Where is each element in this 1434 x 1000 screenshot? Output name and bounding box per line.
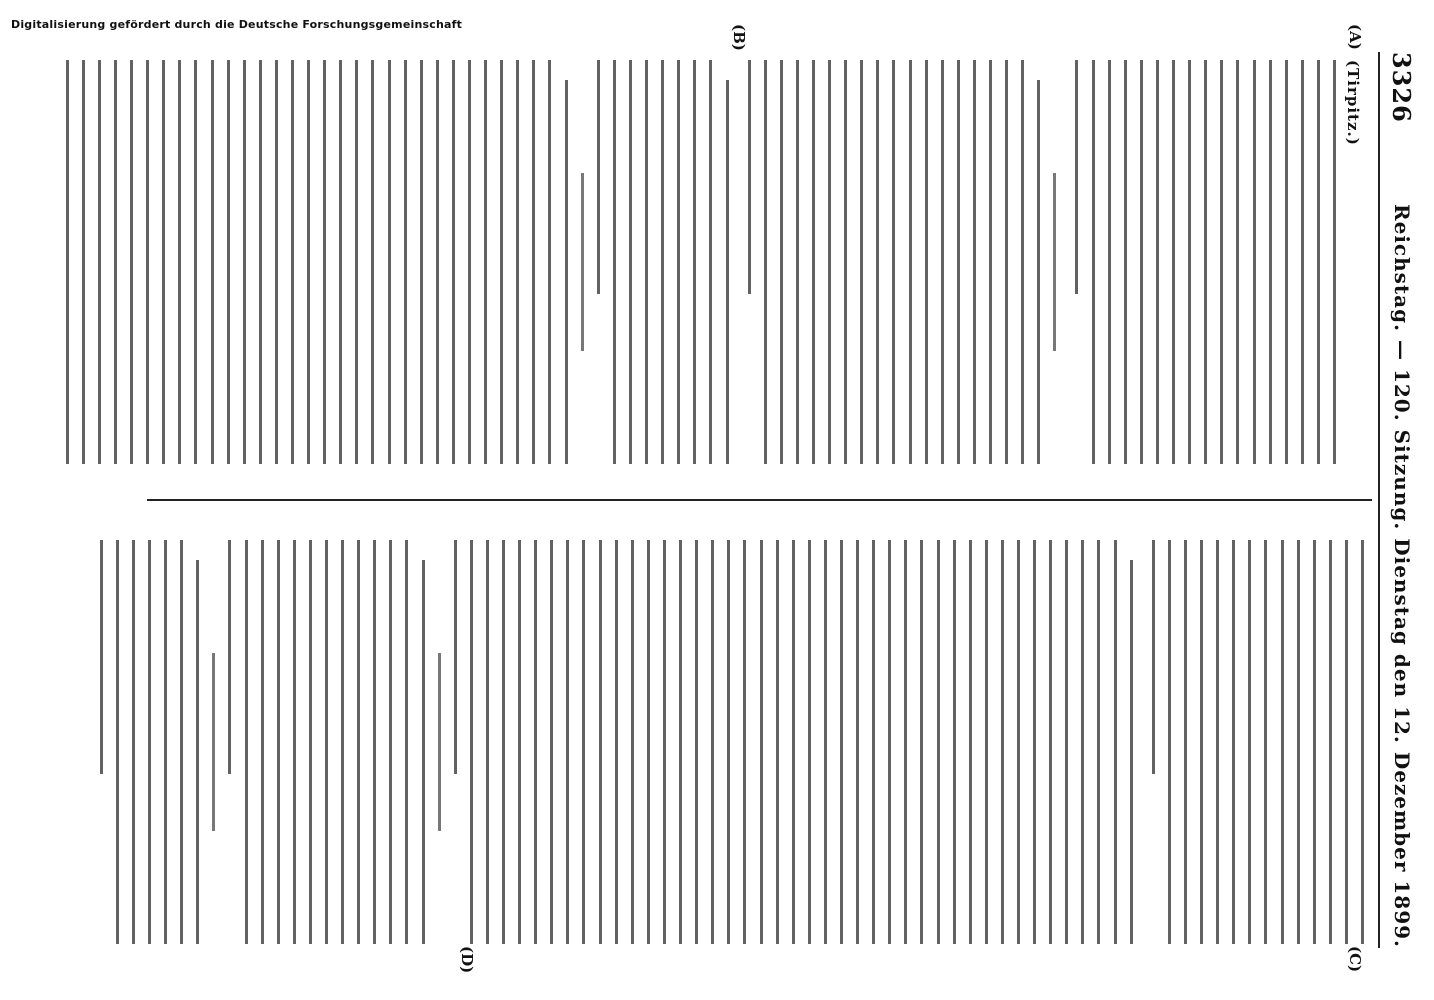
text-line [1108,60,1111,464]
text-line [1114,540,1117,944]
text-line [872,540,875,944]
text-line [1204,60,1207,464]
page-header [1378,52,1420,948]
text-line [904,540,907,944]
text-line [484,60,487,464]
text-line [925,60,928,464]
text-line [1345,540,1348,944]
text-line [920,540,923,944]
text-line [957,60,960,464]
text-line [776,540,779,944]
text-line [1297,540,1300,944]
text-line [661,60,664,464]
text-line [422,560,425,944]
text-line [178,60,181,464]
text-line [339,60,342,464]
text-line [486,540,489,944]
text-line [454,540,457,774]
text-line [1140,60,1143,464]
text-line [1033,540,1036,944]
text-line [597,60,600,294]
interjection-line [1053,173,1056,351]
text-line [146,60,149,464]
text-line [1184,540,1187,944]
text-line [856,540,859,944]
text-line [1005,60,1008,464]
text-line [341,540,344,944]
text-line [629,60,632,464]
text-line [953,540,956,944]
text-line [194,60,197,464]
margin-marker-b: (B) [730,24,748,51]
text-line [1021,60,1024,464]
text-line [1049,540,1052,944]
text-line [245,540,248,944]
text-line [1313,540,1316,944]
text-line [748,60,751,294]
text-line [468,60,471,464]
text-line [840,540,843,944]
text-line [828,60,831,464]
text-line [1253,60,1256,464]
text-line [114,60,117,464]
text-line [325,540,328,944]
text-line [566,540,569,944]
text-line [500,60,503,464]
text-line [116,540,119,944]
text-line [275,60,278,464]
text-column-left [53,60,1364,464]
text-line [1220,60,1223,464]
text-line [293,540,296,944]
text-line [647,540,650,944]
text-line [518,540,521,944]
text-line [98,60,101,464]
interjection-line [212,653,215,831]
funding-note: Digitalisierung gefördert durch die Deutsche Forschungsgemeinschaft [11,18,463,31]
text-line [764,60,767,464]
text-line [549,60,552,464]
page-number: 3326 [1387,52,1416,123]
text-line [892,60,895,464]
text-line [211,60,214,464]
text-line [243,60,246,464]
text-line [937,540,940,944]
text-line [227,60,230,464]
text-line [743,540,746,944]
running-head: Reichstag. — 120. Sitzung. Dienstag den 12. Dezember 1899. [1390,203,1414,948]
text-line [452,60,455,464]
text-line [532,60,535,464]
text-line [693,60,696,464]
text-line [82,60,85,464]
text-line [1188,60,1191,464]
text-line [613,60,616,464]
text-line [261,540,264,944]
text-line [599,540,602,944]
text-line [309,540,312,944]
text-line [259,60,262,464]
text-line [470,540,473,944]
text-line [876,60,879,464]
text-line [371,60,374,464]
text-line [985,540,988,944]
margin-marker-d: (D) [458,946,476,974]
text-line [277,540,280,944]
text-line [824,540,827,944]
text-line [615,540,618,944]
text-line [1037,80,1040,464]
text-line [1329,540,1332,944]
text-line [727,540,730,944]
text-line [909,60,912,464]
text-line [583,540,586,944]
text-line [1248,540,1251,944]
text-line [989,60,992,464]
text-line [631,540,634,944]
text-line [1152,540,1155,774]
text-line [66,60,69,464]
text-line [663,540,666,944]
text-line [534,540,537,944]
text-line [1092,60,1095,464]
text-line [388,60,391,464]
text-line [808,540,811,944]
interjection-line [438,653,441,831]
text-line [780,60,783,464]
text-line [100,540,103,774]
column-divider [147,499,1372,501]
text-line [1281,540,1284,944]
margin-marker-c: (C) [1346,946,1364,973]
text-line [679,540,682,944]
text-line [436,60,439,464]
text-line [228,540,231,774]
text-line [1001,540,1004,944]
text-line [1156,60,1159,464]
text-line [1236,60,1239,464]
interjection-line [581,173,584,351]
text-column-right [87,540,1364,944]
text-line [1361,540,1364,944]
text-line [162,60,165,464]
text-line [941,60,944,464]
text-line [969,540,972,944]
text-line [711,540,714,944]
text-line [164,540,167,944]
text-line [1017,540,1020,944]
text-line [130,60,133,464]
text-line [1333,60,1336,464]
text-line [812,60,815,464]
text-line [1232,540,1235,944]
text-line [1168,540,1171,944]
text-line [291,60,294,464]
text-line [502,540,505,944]
text-line [420,60,423,464]
text-line [888,540,891,944]
text-line [844,60,847,464]
text-line [1317,60,1320,464]
text-line [516,60,519,464]
text-line [796,60,799,464]
text-line [1076,60,1079,294]
text-line [389,540,392,944]
text-line [323,60,326,464]
text-line [132,540,135,944]
text-line [1081,540,1084,944]
text-line [1124,60,1127,464]
text-line [404,60,407,464]
text-line [550,540,553,944]
text-line [565,80,568,464]
text-line [792,540,795,944]
text-line [973,60,976,464]
text-line [355,60,358,464]
text-line [860,60,863,464]
text-line [307,60,310,464]
text-line [726,80,729,464]
text-line [1065,540,1068,944]
text-line [196,560,199,944]
text-line [1216,540,1219,944]
text-line [357,540,360,944]
text-line [1285,60,1288,464]
text-line [760,540,763,944]
speaker-tag: (Tirpitz.) [1344,60,1362,146]
text-line [180,540,183,944]
text-line [1269,60,1272,464]
text-line [695,540,698,944]
text-line [1301,60,1304,464]
text-line [709,60,712,464]
text-line [677,60,680,464]
text-line [148,540,151,944]
text-line [373,540,376,944]
text-line [1200,540,1203,944]
text-line [405,540,408,944]
text-line [1130,560,1133,944]
text-line [1172,60,1175,464]
text-line [1098,540,1101,944]
margin-marker-a: (A) [1346,24,1364,50]
text-line [645,60,648,464]
text-line [1264,540,1267,944]
